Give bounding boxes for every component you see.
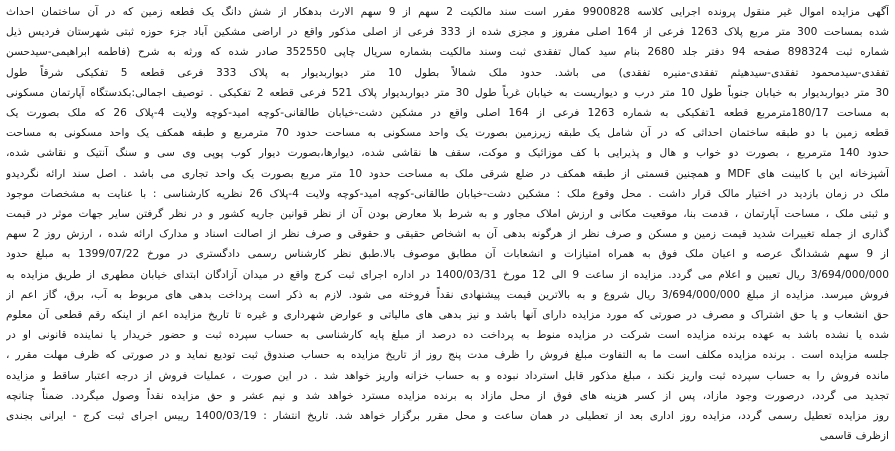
notice-line: تجدید می گردد، درصورت وجود مازاد، پس از کسر هزینه های فوق از محل مازاد به برنده مزایده مسترد خواهد شد و نیم عشر و حق مزایده نقداً وصول میگردد. ضمناً چنانچه — [6, 389, 889, 402]
notice-line: شده یا نشده باشد به عهده برنده مزایده است شرکت در مزایده منوط به پرداخت ده درصد از مبلغ پایه کارشناسی به حساب سپرده ثبت و حضور خریدار یا نماینده قانونی او در — [6, 329, 889, 342]
auction-notice-text — [6, 2, 889, 446]
notice-line: آگهی مزایده اموال غیر منقول پرونده اجرایی کلاسه 9900828 مقرر است سند مالکیت 2 سهم از 9 سهم الارث بدهکار از شش دانگ یک قطعه زمین که در آن ساختمان احداث — [6, 6, 889, 18]
notice-line: ملک در زمان بازدید در اختیار مالک قرار داشت . محل وقوع ملک : مشکین دشت-خیابان طالقانی-کوچه امید-کوچه ولایت 4-پلاک 26 نظریه کارشناسی : با عنایت به مشخصات موجود — [6, 187, 889, 200]
notice-line: 30 متر دیواربدیوار به خیابان جنوباً طول 10 متر درب و دیواریست به خیابان غرباً طول 30 متر دیواربدیوار پلاک 521 فرعی قطعه 2 تفکیکی . توصیف اجمالی:بکدستگاه آپارتمان مسکونی — [6, 86, 889, 99]
notice-line: آشپزخانه این با کابینت های MDF و همچنین قسمتی از طبقه همکف در ضلع شرقی ملک به مساحت حدود 10 متر مربع بصورت یک واحد تجاری می باشد . اصل سند ارائه نگردیدو — [6, 167, 889, 180]
notice-line: گذاری از جمله تغییرات شدید قیمت زمین و مسکن و صرف نظر از هرگونه بدهی آن به اشخاص حقیقی و حقوقی و صرف نظر از اصالت اسناد و مدارک ارائه شده ، ارزش روز 2 سهم — [6, 228, 889, 241]
notice-line: از 9 سهم ششدانگ عرصه و اعیان ملک فوق به همراه امتیازات و انشعابات آن مطابق موصوف بالا.طبق نظر کارشناس رسمی دادگستری در مورخ 1399/07/22 به مبلغ حدود — [6, 248, 889, 261]
notice-line: 3/694/000/000 ریال تعیین و اعلام می گردد. مزایده از ساعت 9 الی 12 مورخ 1400/03/31 در اداره اجرای ثبت کرج واقع در میدان آزادگان ابتدای خیابان مطهری از طریق مزایده به — [6, 268, 889, 281]
notice-line: روز مزایده تعطیل رسمی گردد، مزایده روز اداری بعد از تعطیلی در همان ساعت و محل مقرر برگزار خواهد شد. تاریخ انتشار : 1400/03/19 رییس اجرای ثبت کرج - ایرانی بجندی — [6, 410, 889, 423]
notice-line: به مساحت 180/17مترمربع قطعه 1تفکیکی به شماره 1263 فرعی از 164 اصلی واقع در مشکین دشت-خیابان طالقانی-کوچه امید-کوچه ولایت 4-پلاک 26 که ملک بصورت یک — [6, 107, 889, 120]
notice-line: حدود 140 مترمربع ، بصورت دو خواب و هال و پذیرایی با کف موزائیک و موکت، سقف ها نقاشی شده، دیوارها،بصورت دیوار کوب پوپی وی سی و سنگ آنتیک و نقاشی شده، — [6, 147, 889, 160]
notice-line: شماره ثبت 898324 صفحه 94 دفتر جلد 2680 بنام سید کمال تفقدی ثبت وسند مالکیت بشماره سریال چاپی 352550 صادر شده که ورثه به شرح (فاطمه ابراهیمی-سیدحسن — [6, 46, 889, 59]
notice-line: شده بمساحت 300 متر مربع پلاک 1263 فرعی از 164 اصلی مفروز و مجزی شده از 333 فرعی از اصلی مذکور واقع در اراضی مشکین آباد جزء حوزه ثبتی شهرستان فردیس ذیل — [6, 26, 889, 39]
notice-line: فروش میرسد. مزایده از مبلغ 3/694/000/000 ریال شروع و به بالاترین قیمت پیشنهادی نقداً فروخته می شود. لازم به ذکر است پرداخت بدهی های مربوط به آب، برق، گاز اعم از — [6, 288, 889, 301]
notice-line: تفقدی-سیدمحمود تفقدی-سیدهیثم تفقدی-منیره تفقدی) می باشد. حدود ملک شمالاً بطول 10 متر دیواربدیوار به پلاک 333 فرعی قطعه 5 تفکیکی شرقاً طول — [6, 66, 889, 79]
notice-line: و ثبتی ملک ، مساحت آپارتمان ، قدمت بنا، موقعیت مکانی و ارزش املاک مجاور و به شرط بلا معارض بودن آن از نظر قوانین جاریه کشور و در نظر گرفتن سایر جهات موثر در قیمت — [6, 208, 889, 221]
notice-line: ازظرف قاسمی — [819, 430, 889, 443]
notice-line: مانده فروش را به حساب سپرده ثبت واریز نکند ، مبلغ مذکور قابل استرداد نبوده و به حساب خزانه واریز خواهد شد . در این صورت ، عملیات فروش از درجه اعتبار ساقط و مزایده — [6, 369, 889, 382]
notice-line: جلسه مزایده است . برنده مزایده مکلف است ما به التفاوت مبلغ فروش را ظرف مدت پنج روز از تاریخ مزایده به حساب صندوق ثبت تودیع نماید و در صورتی که ظرف مهلت مقرر ، — [6, 349, 889, 362]
notice-line: حق انشعاب و یا حق اشتراک و مصرف در صورتی که مورد مزایده دارای آنها باشد و نیز بدهی های مالیاتی و عوارض شهرداری و غیره تا تاریخ مزایده اعم از اینکه رقم قطعی آن معلوم — [6, 309, 889, 322]
notice-line: قطعه زمین با دو طبقه ساختمان احداثی که در آن شامل یک طبقه زیرزمین بصورت یک واحد مسکونی به مساحت حدود 70 مترمربع و طبقه همکف یک واحد مسکونی به مساحت — [6, 127, 889, 140]
